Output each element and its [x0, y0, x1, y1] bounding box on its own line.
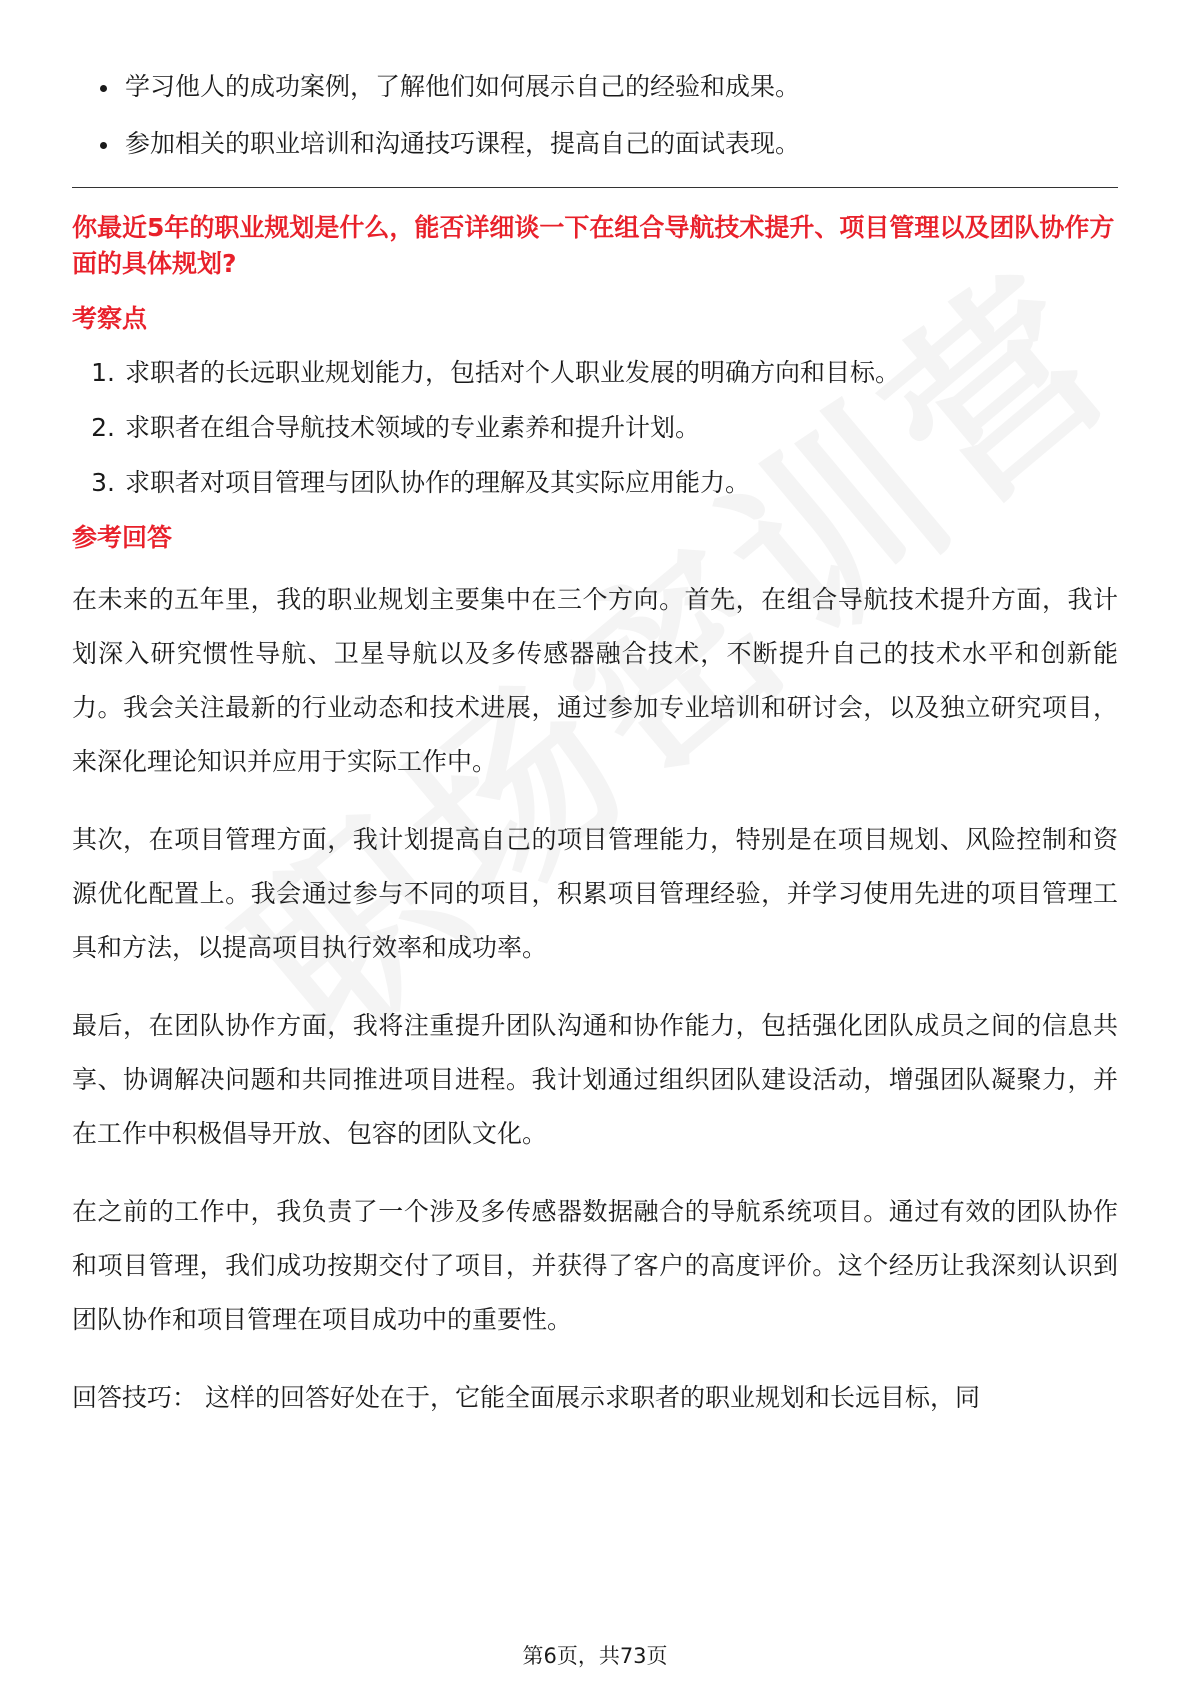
answer-paragraph: 在未来的五年里，我的职业规划主要集中在三个方向。首先，在组合导航技术提升方面，我计划深入研究惯性导航、卫星导航以及多传感器融合技术，不断提升自己的技术水平和创新能力。我会关注最新的行业动态和技术进展，通过参加专业培训和研讨会，以及独立研究项目，来深化理论知识并应用于实际工作中。 — [72, 585, 1118, 776]
answer-paragraph: 其次，在项目管理方面，我计划提高自己的项目管理能力，特别是在项目规划、风险控制和资源优化配置上。我会通过参与不同的项目，积累项目管理经验，并学习使用先进的项目管理工具和方法，以提高项目执行效率和成功率。 — [72, 825, 1118, 962]
list-text: 求职者在组合导航技术领域的专业素养和提升计划。 — [125, 413, 701, 442]
list-number: 3. — [91, 468, 115, 497]
section-divider — [72, 187, 1118, 188]
answer-paragraph: 在之前的工作中，我负责了一个涉及多传感器数据融合的导航系统项目。通过有效的团队协作和项目管理，我们成功按期交付了项目，并获得了客户的高度评价。这个经历让我深刻认识到团队协作和项目管理在项目成功中的重要性。 — [72, 1197, 1118, 1334]
focus-title: 考察点 — [72, 304, 148, 333]
page-content — [72, 72, 1118, 1449]
list-item: 学习他人的成功案例，了解他们如何展示自己的经验和成果。 — [72, 72, 1118, 102]
focus-points-list — [72, 358, 1118, 498]
tips-list — [72, 72, 1118, 159]
list-item — [72, 358, 1118, 388]
list-number: 1. — [91, 358, 115, 387]
list-item — [72, 413, 1118, 443]
answer-paragraph: 最后，在团队协作方面，我将注重提升团队沟通和协作能力，包括强化团队成员之间的信息共享、协调解决问题和共同推进项目进程。我计划通过组织团队建设活动，增强团队凝聚力，并在工作中积极倡导开放、包容的团队文化。 — [72, 1011, 1118, 1148]
answer-body — [72, 573, 1118, 1425]
page-footer: 第6页，共73页 — [522, 1644, 668, 1668]
answer-tip: 回答技巧： 这样的回答好处在于，它能全面展示求职者的职业规划和长远目标，同 — [72, 1383, 980, 1412]
list-text: 求职者对项目管理与团队协作的理解及其实际应用能力。 — [125, 468, 751, 497]
answer-title: 参考回答 — [72, 523, 173, 552]
question-heading: 你最近5年的职业规划是什么，能否详细谈一下在组合导航技术提升、项目管理以及团队协作方面的具体规划? — [72, 213, 1115, 278]
list-item — [72, 468, 1118, 498]
list-item: 参加相关的职业培训和沟通技巧课程，提高自己的面试表现。 — [72, 129, 1118, 159]
list-number: 2. — [91, 413, 115, 442]
list-text: 求职者的长远职业规划能力，包括对个人职业发展的明确方向和目标。 — [125, 358, 901, 387]
